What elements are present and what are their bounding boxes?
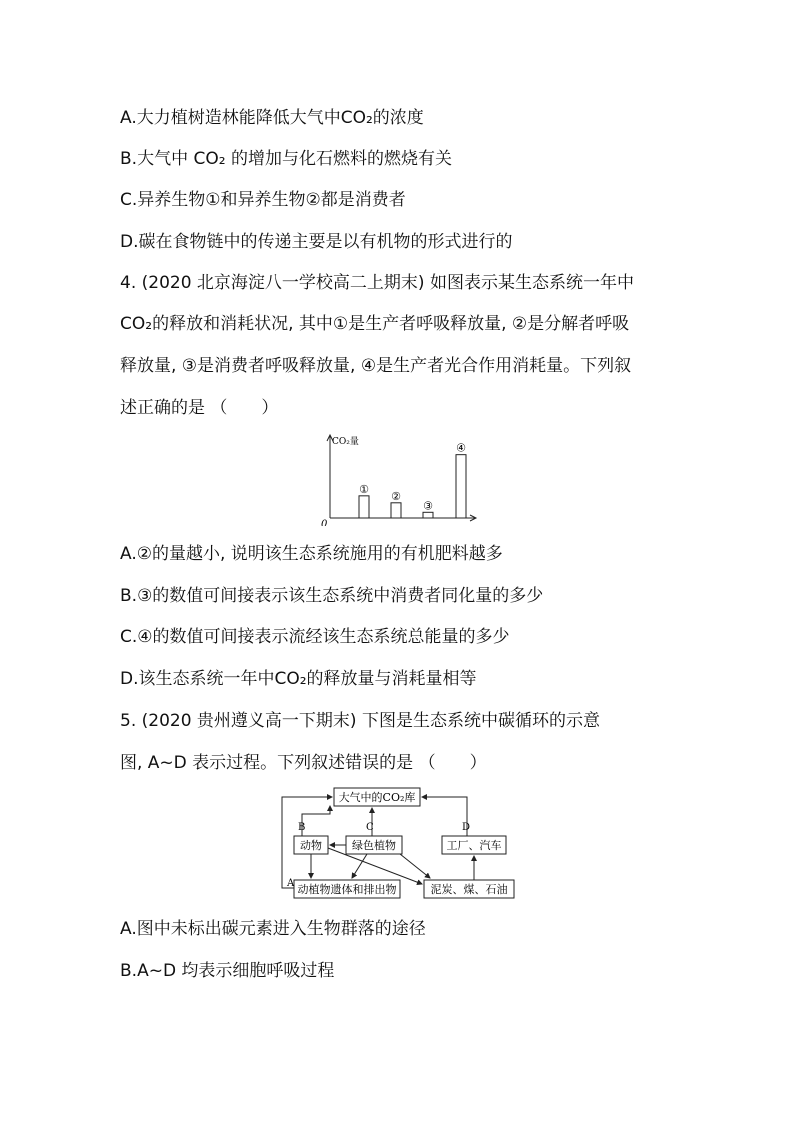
q4-stem-line-4: 述正确的是 （ ）	[120, 398, 279, 418]
process-label-a: A	[287, 878, 295, 889]
process-label-b: B	[298, 822, 306, 833]
bar-2	[391, 503, 401, 518]
q5-option-a: A.图中未标出碳元素进入生物群落的途径	[120, 919, 426, 939]
bar-label-4: ④	[456, 441, 466, 455]
fossil-fuel-label: 泥炭、煤、石油	[430, 883, 508, 896]
animal-label: 动物	[300, 839, 322, 852]
bar-label-2: ②	[391, 489, 401, 503]
arrow-plant-to-fossil	[400, 854, 430, 878]
bar-4	[456, 455, 466, 518]
process-label-c: C	[366, 822, 374, 833]
bar-label-1: ①	[359, 482, 369, 496]
q4-stem-line-1: 4. (2020 北京海淀八一学校高二上期末) 如图表示某生态系统一年中	[120, 273, 634, 293]
remains-label: 动植物遗体和排出物	[297, 883, 397, 896]
q3-option-d: D.碳在食物链中的传递主要是以有机物的形式进行的	[120, 232, 513, 252]
atmosphere-co2-label: 大气中的CO₂库	[338, 791, 416, 804]
green-plant-label: 绿色植物	[352, 839, 396, 852]
bar-1	[359, 496, 369, 518]
origin-label: 0	[321, 519, 328, 526]
q5-stem-line-1: 5. (2020 贵州遵义高一下期末) 下图是生态系统中碳循环的示意	[120, 711, 600, 731]
q3-option-b: B.大气中 CO₂ 的增加与化石燃料的燃烧有关	[120, 149, 452, 169]
q5-option-b: B.A~D 均表示细胞呼吸过程	[120, 961, 335, 981]
q4-option-d: D.该生态系统一年中CO₂的释放量与消耗量相等	[120, 669, 477, 689]
bar-3	[423, 512, 433, 518]
factory-car-label: 工厂、汽车	[446, 839, 502, 852]
co2-bar-chart	[318, 432, 480, 526]
q4-option-a: A.②的量越小, 说明该生态系统施用的有机肥料越多	[120, 544, 503, 564]
carbon-cycle-diagram	[272, 784, 522, 904]
q4-stem-line-2: CO₂的释放和消耗状况, 其中①是生产者呼吸释放量, ②是分解者呼吸	[120, 314, 630, 334]
arrow-b-animal-to-atmosphere	[302, 806, 330, 836]
q4-stem-line-3: 释放量, ③是消费者呼吸释放量, ④是生产者光合作用消耗量。下列叙	[120, 356, 632, 376]
bar-label-3: ③	[423, 499, 433, 513]
q3-option-a: A.大力植树造林能降低大气中CO₂的浓度	[120, 108, 424, 128]
q4-option-c: C.④的数值可间接表示流经该生态系统总能量的多少	[120, 627, 510, 647]
q3-option-c: C.异养生物①和异养生物②都是消费者	[120, 190, 406, 210]
q5-stem-line-2: 图, A~D 表示过程。下列叙述错误的是 （ ）	[120, 753, 487, 773]
y-axis-label: CO₂量	[332, 437, 359, 447]
arrow-d-factory-to-atmosphere	[422, 797, 467, 836]
process-label-d: D	[462, 822, 471, 833]
q4-option-b: B.③的数值可间接表示该生态系统中消费者同化量的多少	[120, 586, 544, 606]
